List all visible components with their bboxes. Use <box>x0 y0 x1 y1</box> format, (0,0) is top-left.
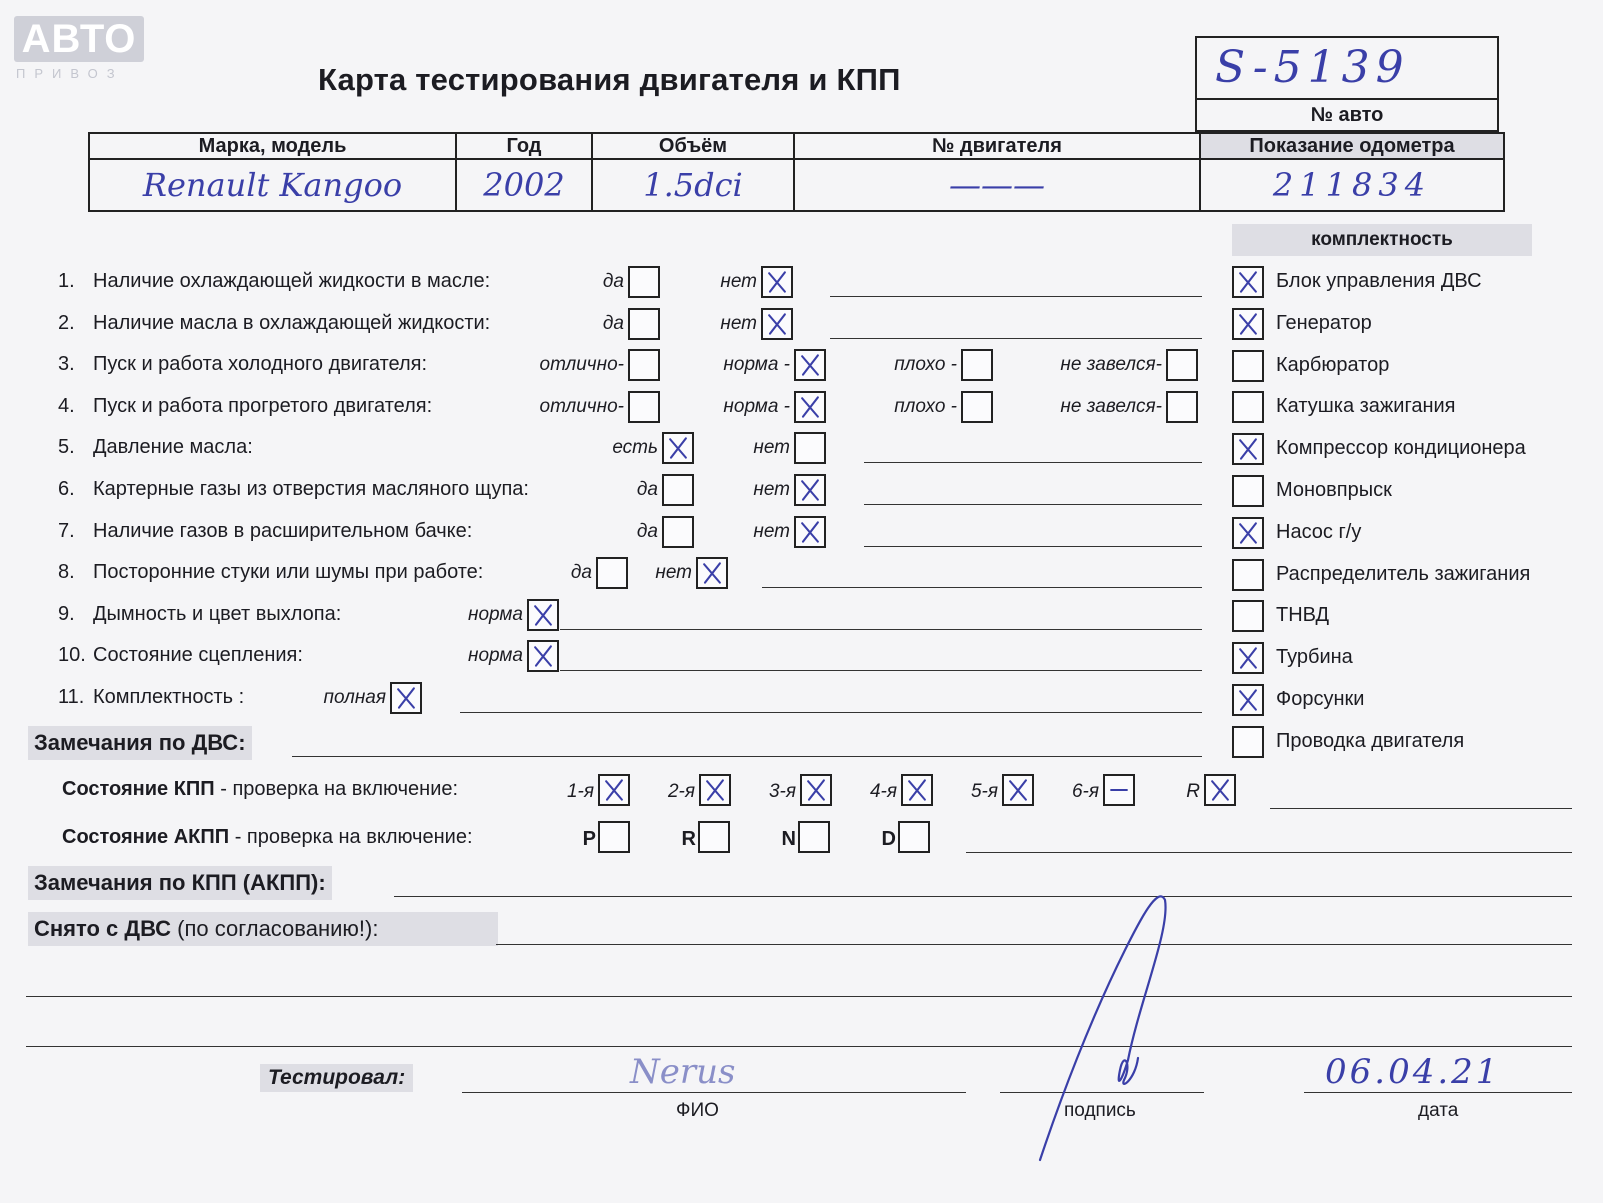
removed-label-rest: (по согласованию!): <box>171 916 379 941</box>
option-label: отлично- <box>539 354 624 376</box>
check-mark-icon <box>529 642 557 670</box>
value-odometer: 211834 <box>1200 159 1504 211</box>
check-mark-icon <box>1234 268 1262 296</box>
question-number: 9. <box>58 602 75 625</box>
value-volume: 1.5dci <box>592 159 794 211</box>
question-number: 5. <box>58 436 75 459</box>
option-label: плохо - <box>894 395 957 417</box>
col-volume: Объём <box>592 133 794 159</box>
question-text: Дымность и цвет выхлопа: <box>93 602 342 625</box>
check-mark-icon <box>1234 435 1262 463</box>
check-mark-icon <box>1234 519 1262 547</box>
option-label: да <box>636 479 658 500</box>
check-mark-icon <box>802 776 830 804</box>
col-odometer: Показание одометра <box>1200 133 1504 159</box>
gear-checkbox[interactable] <box>699 774 731 806</box>
option-checkbox[interactable] <box>628 266 660 298</box>
completeness-checkbox[interactable] <box>1232 433 1264 465</box>
completeness-checkbox[interactable] <box>1232 600 1264 632</box>
option-label: нет <box>720 271 757 292</box>
option-label: нет <box>753 437 790 459</box>
option-checkbox[interactable] <box>794 391 826 423</box>
kpp-label <box>62 778 458 801</box>
check-mark-icon <box>763 310 791 338</box>
car-id-box <box>1195 36 1499 132</box>
question-number: 2. <box>58 311 75 334</box>
col-engine-number: № двигателя <box>794 133 1200 159</box>
option-checkbox[interactable] <box>628 308 660 340</box>
completeness-checkbox[interactable] <box>1232 642 1264 674</box>
value-model: Renault Kangoo <box>89 159 456 211</box>
completeness-checkbox[interactable] <box>1232 684 1264 716</box>
option-checkbox[interactable] <box>794 349 826 381</box>
option-label: норма <box>468 645 523 667</box>
check-mark-icon <box>529 601 557 629</box>
question-number: 1. <box>58 270 75 292</box>
option-checkbox[interactable] <box>794 516 826 548</box>
option-label: не завелся- <box>1060 395 1162 417</box>
car-id-label: № авто <box>1310 104 1384 126</box>
kpp-label-bold: Состояние КПП <box>62 778 215 800</box>
option-checkbox[interactable] <box>662 432 694 464</box>
option-label: нет <box>655 562 692 584</box>
akpp-mode-checkbox[interactable] <box>698 821 730 853</box>
option-checkbox[interactable] <box>527 599 559 631</box>
option-checkbox[interactable] <box>961 391 993 423</box>
option-label: не завелся- <box>1060 354 1162 376</box>
question-number: 4. <box>58 394 75 417</box>
option-label: нет <box>753 479 790 500</box>
check-mark-icon <box>796 393 824 421</box>
check-mark-icon <box>698 559 726 587</box>
col-model: Марка, модель <box>89 133 456 159</box>
option-checkbox[interactable] <box>390 682 422 714</box>
check-mark-icon <box>1234 310 1262 338</box>
completeness-item-label: Моновпрыск <box>1276 479 1392 501</box>
logo <box>14 16 146 81</box>
value-engine-number: ——— <box>794 159 1200 211</box>
question-text: Наличие масла в охлаждающей жидкости: <box>93 311 491 334</box>
akpp-mode-checkbox[interactable] <box>598 821 630 853</box>
logo-subtext: ПРИВОЗ <box>16 66 124 81</box>
akpp-mode-label: N <box>781 828 796 850</box>
akpp-mode-checkbox[interactable] <box>798 821 830 853</box>
option-checkbox[interactable] <box>794 474 826 506</box>
gear-label: 5-я <box>970 781 998 802</box>
gear-checkbox[interactable] <box>901 774 933 806</box>
check-mark-icon <box>1004 776 1032 804</box>
remarks-engine-label: Замечания по ДВС: <box>28 726 252 760</box>
akpp-mode-checkbox[interactable] <box>898 821 930 853</box>
gear-label: 6-я <box>1071 781 1099 802</box>
option-checkbox[interactable] <box>761 266 793 298</box>
option-checkbox[interactable] <box>1166 391 1198 423</box>
option-checkbox[interactable] <box>794 432 826 464</box>
question-number: 7. <box>58 519 75 542</box>
question-number: 8. <box>58 561 75 584</box>
check-mark-icon <box>903 776 931 804</box>
remarks-kpp-label: Замечания по КПП (АКПП): <box>28 866 332 900</box>
option-checkbox[interactable] <box>961 349 993 381</box>
question-text: Пуск и работа прогретого двигателя: <box>93 394 433 417</box>
akpp-mode-label: P <box>582 828 596 850</box>
option-checkbox[interactable] <box>628 391 660 423</box>
option-checkbox[interactable] <box>696 557 728 589</box>
check-mark-icon <box>796 351 824 379</box>
date-caption: дата <box>1418 1100 1459 1121</box>
tester-name: Nerus <box>630 1052 736 1092</box>
check-mark-icon <box>1234 644 1262 672</box>
signature-scribble <box>1020 880 1180 1170</box>
check-mark-icon <box>1206 776 1234 804</box>
check-mark-icon <box>701 776 729 804</box>
completeness-checkbox[interactable] <box>1232 726 1264 758</box>
completeness-item-label: Катушка зажигания <box>1276 395 1456 418</box>
option-checkbox[interactable] <box>527 640 559 672</box>
removed-label-bold: Снято с ДВС <box>34 916 172 941</box>
completeness-checkbox[interactable] <box>1232 559 1264 591</box>
option-checkbox[interactable] <box>596 557 628 589</box>
question-text: Пуск и работа холодного двигателя: <box>93 353 428 376</box>
akpp-mode-label: R <box>681 828 696 850</box>
option-checkbox[interactable] <box>1166 349 1198 381</box>
completeness-item-label: Насос г/у <box>1276 520 1362 543</box>
completeness-item-label: Компрессор кондиционера <box>1276 437 1526 460</box>
question-number: 10. <box>58 644 86 667</box>
option-label: есть <box>612 437 658 459</box>
question-text: Комплектность : <box>93 686 245 708</box>
gear-label: 1-я <box>566 781 594 802</box>
option-checkbox[interactable] <box>761 308 793 340</box>
gear-checkbox[interactable] <box>1103 774 1135 806</box>
gear-label: 2-я <box>667 781 695 802</box>
kpp-label-rest: - проверка на включение: <box>214 778 459 800</box>
completeness-item-label: Блок управления ДВС <box>1276 270 1482 292</box>
name-caption: ФИО <box>676 1100 719 1121</box>
option-label: полная <box>323 687 386 708</box>
dash-mark-icon <box>1105 776 1133 804</box>
check-mark-icon <box>392 684 420 712</box>
option-label: отлично- <box>539 395 624 417</box>
gear-label: 3-я <box>768 781 796 802</box>
removed-label <box>28 912 498 946</box>
check-mark-icon <box>763 268 791 296</box>
completeness-title: комплектность <box>1232 224 1532 256</box>
completeness-item-label: ТНВД <box>1276 604 1330 627</box>
value-year: 2002 <box>456 159 592 211</box>
option-checkbox[interactable] <box>662 516 694 548</box>
completeness-item-label: Карбюратор <box>1276 353 1390 376</box>
completeness-checkbox[interactable] <box>1232 308 1264 340</box>
logo-text: АВТО <box>14 16 144 62</box>
gear-checkbox[interactable] <box>800 774 832 806</box>
signature-caption: подпись <box>1064 1100 1136 1121</box>
check-mark-icon <box>664 434 692 462</box>
gear-checkbox[interactable] <box>1204 774 1236 806</box>
tested-label: Тестировал: <box>260 1064 413 1092</box>
completeness-item-label: Проводка двигателя <box>1276 729 1465 752</box>
option-label: да <box>570 562 592 584</box>
option-label: да <box>636 520 658 542</box>
completeness-item-label: Форсунки <box>1276 688 1365 710</box>
option-label: да <box>602 271 624 292</box>
question-text: Посторонние стуки или шумы при работе: <box>93 561 484 584</box>
question-number: 11. <box>58 686 85 708</box>
completeness-checkbox[interactable] <box>1232 517 1264 549</box>
gear-checkbox[interactable] <box>1002 774 1034 806</box>
option-label: да <box>602 312 624 334</box>
completeness-item-label: Генератор <box>1276 311 1372 334</box>
vehicle-info-table <box>88 132 1505 212</box>
completeness-checkbox[interactable] <box>1232 266 1264 298</box>
question-number: 6. <box>58 478 75 500</box>
option-label: плохо - <box>894 354 957 376</box>
option-label: норма - <box>723 395 790 417</box>
test-date: 06.04.21 <box>1325 1052 1501 1092</box>
question-text: Картерные газы из отверстия масляного щупа: <box>93 478 529 500</box>
option-label: нет <box>720 312 757 334</box>
option-checkbox[interactable] <box>628 349 660 381</box>
question-number: 3. <box>58 353 75 376</box>
question-text: Состояние сцепления: <box>93 644 303 667</box>
check-mark-icon <box>796 476 824 504</box>
akpp-mode-label: D <box>881 828 896 850</box>
question-text: Наличие газов в расширительном бачке: <box>93 519 473 542</box>
akpp-label <box>62 826 473 849</box>
check-mark-icon <box>796 518 824 546</box>
question-text: Наличие охлаждающей жидкости в масле: <box>93 270 491 292</box>
question-text: Давление масла: <box>93 436 253 459</box>
completeness-checkbox[interactable] <box>1232 350 1264 382</box>
check-mark-icon <box>600 776 628 804</box>
completeness-item-label: Турбина <box>1276 646 1353 669</box>
option-label: норма <box>468 603 523 625</box>
option-checkbox[interactable] <box>662 474 694 506</box>
page-title: Карта тестирования двигателя и КПП <box>318 62 901 97</box>
gear-label: R <box>1186 781 1200 802</box>
completeness-checkbox[interactable] <box>1232 391 1264 423</box>
akpp-label-rest: - проверка на включение: <box>229 826 473 848</box>
car-id-value: S-5139 <box>1215 42 1410 93</box>
option-label: нет <box>753 520 790 542</box>
option-label: норма - <box>723 354 790 376</box>
completeness-item-label: Распределитель зажигания <box>1276 562 1531 585</box>
gear-label: 4-я <box>869 781 897 802</box>
check-mark-icon <box>1234 686 1262 714</box>
completeness-checkbox[interactable] <box>1232 475 1264 507</box>
col-year: Год <box>456 133 592 159</box>
gear-checkbox[interactable] <box>598 774 630 806</box>
akpp-label-bold: Состояние АКПП <box>62 826 230 848</box>
